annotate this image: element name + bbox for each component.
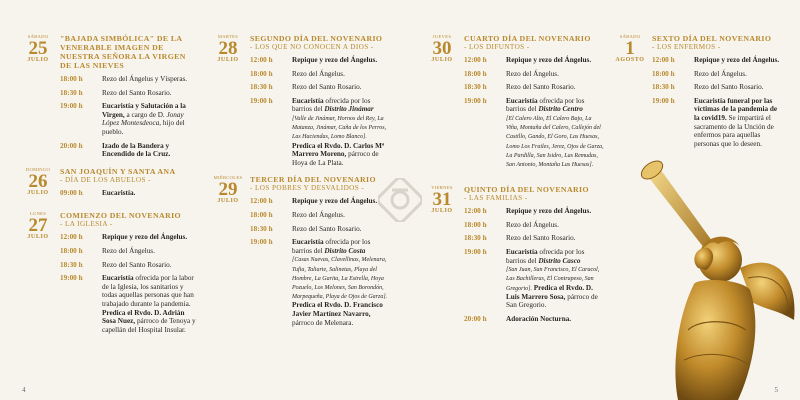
- event: 12:00 h Repique y rezo del Ángelus.: [652, 56, 780, 64]
- column-4: [612, 34, 780, 156]
- event: 19:00 h Eucaristía ofrecida por los barrios del Distrito Jinámar [Valle de Jinámar, Hornos del Rey, La Matanza, Jinámar, Caña de los Perros, Las Haciendas, Lomo Blanco]. Predica el Rvdo. D. Carlos Mª Marrero Moreno, párroco de Hoya de La Plata.: [250, 96, 387, 167]
- day-heading: "BAJADA SIMBÓLICA" DE LA VENERABLE IMAGEN DE NUESTRA SEÑORA LA VIRGEN DE LAS NIEVES: [60, 34, 186, 70]
- day-heading: SEXTO DÍA DEL NOVENARIO: [652, 34, 772, 43]
- event: 20:00 h Izado de la Bandera y Encendido de la Cruz.: [60, 141, 171, 159]
- date-badge: LUNES 27 JULIO: [27, 211, 49, 241]
- day-subheading: - LA IGLESIA -: [60, 220, 113, 229]
- event: 18:00 h Rezo del Ángelus.: [250, 210, 345, 219]
- event: 18:00 h Rezo del Ángelus y Vísperas.: [60, 75, 188, 83]
- date-badge: MIÉRCOLES 29 JULIO: [213, 175, 243, 205]
- day-subheading: - LOS ENFERMOS -: [652, 43, 721, 51]
- month: JULIO: [27, 57, 49, 63]
- column-2: [210, 34, 388, 335]
- page-number-left: 4: [22, 386, 26, 394]
- event: 18:00 h Rezo del Ángelus.: [464, 220, 559, 229]
- event: 18:30 h Rezo del Santo Rosario.: [60, 260, 172, 269]
- event: 18:00 h Rezo del Ángelus.: [652, 69, 747, 78]
- event: 18:30 h Rezo del Santo Rosario.: [250, 83, 362, 92]
- event: 18:30 h Rezo del Santo Rosario.: [250, 224, 362, 233]
- day-subheading: - LOS POBRES Y DESVALIDOS -: [250, 184, 365, 193]
- event: 18:00 h Rezo del Ángelus.: [250, 69, 345, 78]
- angel-trumpet-icon: [628, 160, 800, 400]
- day-subheading: - LOS QUE NO CONOCEN A DIOS -: [250, 43, 374, 51]
- date-badge: VIERNES 31 JULIO: [431, 185, 453, 215]
- day-28-julio: [210, 34, 388, 167]
- event: 09:00 h Eucaristía.: [60, 188, 136, 197]
- event: 18:30 h Rezo del Santo Rosario.: [464, 234, 576, 243]
- event: 18:30 h Rezo del Santo Rosario.: [652, 83, 764, 92]
- event: 12:00 h Repique y rezo del Ángelus.: [464, 56, 592, 64]
- date-badge: [20, 34, 56, 64]
- day-26-julio: [20, 167, 198, 198]
- day-heading: SAN JOAQUÍN Y SANTA ANA: [60, 166, 176, 176]
- column-1: [20, 34, 198, 342]
- day-25-julio: [20, 34, 198, 159]
- event: 19:00 h Eucaristía ofrecida por los barrios del Distrito Casco [San Juan, San Francisco, El Caracol, Las Bachilleras, El Contrapeso, San Gregorio]. Predica el Rvdo. D. Luis Marrero Sosa, párroco de San Gregorio.: [464, 247, 600, 310]
- day-heading: CUARTO DÍA DEL NOVENARIO: [464, 34, 591, 43]
- day-heading: SEGUNDO DÍA DEL NOVENARIO: [250, 34, 383, 43]
- date-badge: JUEVES 30 JULIO: [431, 34, 453, 63]
- right-page: [400, 0, 800, 400]
- day-1-agosto: [612, 34, 780, 148]
- event: 20:00 h Adoración Nocturna.: [464, 314, 572, 323]
- weekday: SÁBADO: [27, 34, 49, 39]
- day-31-julio: [424, 185, 604, 323]
- event: 18:30 h Rezo del Santo Rosario.: [60, 88, 172, 97]
- day-subheading: - DÍA DE LOS ABUELOS -: [60, 175, 151, 184]
- day-subheading: - LOS DIFUNTOS -: [464, 43, 530, 51]
- day-30-julio: [424, 34, 604, 169]
- event: 19:00 h Eucaristía y Salutación a la Virgen, a cargo de D. Jonay López Montesdeoca, hijo del pueblo.: [60, 102, 186, 136]
- event: 12:00 h Repique y rezo del Ángelus.: [250, 197, 378, 206]
- day-heading: TERCER DÍA DEL NOVENARIO: [250, 175, 376, 185]
- event: 12:00 h Repique y rezo del Ángelus.: [250, 56, 378, 64]
- date-badge: MARTES 28 JULIO: [217, 34, 239, 63]
- event: 12:00 h Repique y rezo del Ángelus.: [464, 207, 592, 216]
- event: 19:00 h Eucaristía ofrecida por los barrios del Distrito Costa [Casas Nuevas, Clavellinas, Melenara, Tufia, Taliarte, Salinetas, Playa del Hombre, La Garita, La Estrella, Hoya Pozuelo, Los Melones, San Borondón, Marpequeña, Playa de Ojos de Garza]. Predica el Rvdo. D. Francisco Javier Martínez Navarro, párroco de Melenara.: [250, 238, 388, 327]
- day-heading: COMIENZO DEL NOVENARIO: [60, 211, 182, 221]
- page-number-right: 5: [774, 386, 778, 394]
- event: 18:00 h Rezo del Ángelus.: [60, 246, 155, 255]
- day-29-julio: [210, 175, 388, 327]
- event: 19:00 h Eucaristía ofrecida por los barrios del Distrito Centro [El Calero Alto, El Calero Bajo, La Viña, Montaña del Calero, Callejón del Castillo, Gando, El Goro, Las Huesas, Lomo Los Frailes, Jerez, Ojos de Garza, La Pardilla, San Isidro, Las Remudas, San Antonio, Montaña Las Huesas].: [464, 96, 604, 168]
- date-badge: DOMINGO 26 JULIO: [25, 166, 51, 196]
- event: 18:30 h Rezo del Santo Rosario.: [464, 83, 576, 92]
- column-3: [424, 34, 604, 332]
- event: 19:00 h Eucaristía funeral por las víctimas de la pandemia de la covid19. Se impartirá el sacramento de la Unción de enfermos para aquellas personas que lo deseen.: [652, 96, 778, 148]
- day-heading: QUINTO DÍA DEL NOVENARIO: [464, 185, 589, 195]
- day-subheading: - LAS FAMILIAS -: [464, 194, 528, 203]
- event: 18:00 h Rezo del Ángelus.: [464, 69, 559, 78]
- event: 19:00 h Eucaristía ofrecida por la labor de la Iglesia, los sanitarios y todas aquellas personas que han trabajado durante la pandemia. Predica el Rvdo. D. Adrián Sosa Nuez, párroco de Tenoya y capellán del Hospital Insular.: [60, 274, 196, 334]
- day-27-julio: [20, 211, 198, 334]
- event: 12:00 h Repique y rezo del Ángelus.: [60, 233, 188, 242]
- date-badge: SÁBADO 1 AGOSTO: [615, 34, 645, 63]
- day-number: 25: [28, 38, 48, 59]
